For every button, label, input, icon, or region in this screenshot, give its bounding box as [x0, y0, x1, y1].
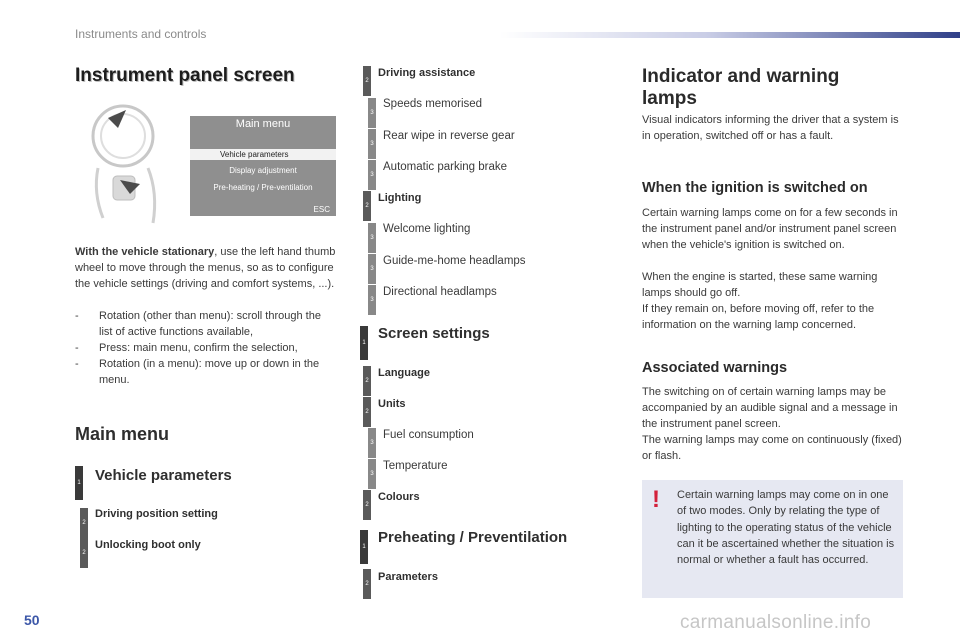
temperature-item: Temperature [383, 460, 448, 472]
parameters-item: Parameters [378, 571, 438, 583]
level-2-marker: 2 [80, 508, 88, 538]
rear-wipe-item: Rear wipe in reverse gear [383, 130, 515, 142]
bullet-text: Rotation (in a menu): move up or down in the menu. [99, 358, 320, 386]
bullet-item [75, 308, 337, 340]
level-3-marker: 3 [368, 428, 376, 458]
level-3-marker: 3 [368, 459, 376, 489]
level-1-marker: 1 [360, 326, 368, 360]
watermark-text: carmanualsonline.info [680, 612, 872, 633]
speeds-memorised-item: Speeds memorised [383, 98, 483, 110]
guide-me-home-item: Guide-me-home headlamps [383, 255, 526, 267]
screen-item-preheating: Pre-heating / Pre-ventilation [213, 183, 313, 192]
exclamation-icon: ! [652, 486, 660, 513]
fuel-consumption-item: Fuel consumption [383, 429, 474, 441]
driving-assistance-item: Driving assistance [378, 67, 476, 79]
level-3-marker: 3 [368, 160, 376, 190]
parking-brake-item: Automatic parking brake [383, 161, 508, 173]
screen-settings-heading: Screen settings [378, 325, 490, 342]
screen-menu-title: Main menu [235, 118, 291, 130]
instrument-screen-image [190, 116, 336, 216]
unlocking-boot-item: Unlocking boot only [95, 539, 201, 551]
indicator-intro-paragraph: Visual indicators informing the driver that a system is in operation, switched off or has a fault. [642, 114, 899, 142]
bullet-text: Rotation (other than menu): scroll through the list of active functions available, [99, 310, 321, 338]
warning-note-text: Certain warning lamps may come on in one of two modes. Only by relating the type of lighting to the operating status of the vehicle can it be ascertained whether the situation is normal or whether a fault has occurred. [677, 489, 895, 567]
directional-headlamps-item: Directional headlamps [383, 286, 497, 298]
level-1-marker: 1 [75, 466, 83, 500]
screen-esc-label: ESC [313, 205, 330, 214]
level-2-marker: 2 [363, 490, 371, 520]
intro-text: , use the left hand thumb wheel to move through the menus, so as to configure the vehicle settings (driving and comfort systems, ...). [75, 246, 336, 290]
intro-bold: With the vehicle stationary [75, 246, 215, 258]
bullet-text: Press: main menu, confirm the selection, [99, 342, 298, 354]
associated-paragraph-1: The switching on of certain warning lamps may be accompanied by an audible signal and a message in the instrument panel screen. [642, 386, 898, 430]
level-2-marker: 2 [363, 569, 371, 599]
associated-paragraph-2: The warning lamps may come on continuously (fixed) or flash. [642, 434, 902, 462]
screen-item-display-adjustment: Display adjustment [229, 166, 297, 175]
screen-item-vehicle-parameters: Vehicle parameters [190, 149, 336, 160]
section-header: Instruments and controls [75, 27, 207, 41]
instrument-panel-title: Instrument panel screen [75, 65, 295, 86]
ignition-paragraph-3: If they remain on, before moving off, refer to the information on the warning lamp concerned. [642, 303, 875, 331]
steering-wheel-illustration [78, 98, 188, 228]
level-1-marker: 1 [360, 530, 368, 564]
units-item: Units [378, 398, 406, 410]
bullet-dash: - [75, 310, 79, 322]
header-gradient-bar [500, 32, 960, 38]
level-3-marker: 3 [368, 285, 376, 315]
preheating-heading: Preheating / Preventilation [378, 529, 568, 546]
ignition-paragraph-1: Certain warning lamps come on for a few seconds in the instrument panel and/or instrument panel screen when the vehicle's ignition is switched on. [642, 207, 898, 251]
page-number: 50 [24, 612, 40, 628]
associated-warnings-subtitle: Associated warnings [642, 360, 788, 376]
level-2-marker: 2 [363, 397, 371, 427]
bullet-dash: - [75, 358, 79, 370]
level-2-marker: 2 [363, 191, 371, 221]
level-2-marker: 2 [80, 538, 88, 568]
bullet-dash: - [75, 342, 79, 354]
level-2-marker: 2 [363, 366, 371, 396]
level-2-marker: 2 [363, 66, 371, 96]
ignition-paragraph-2: When the engine is started, these same warning lamps should go off. [642, 271, 878, 299]
welcome-lighting-item: Welcome lighting [383, 223, 471, 235]
colours-item: Colours [378, 491, 420, 503]
vehicle-parameters-heading: Vehicle parameters [95, 467, 232, 484]
level-3-marker: 3 [368, 254, 376, 284]
ignition-subtitle: When the ignition is switched on [642, 180, 868, 196]
lighting-item: Lighting [378, 192, 422, 204]
bullet-item [75, 340, 337, 356]
indicator-lamps-title: Indicator and warning lamps [642, 66, 840, 109]
language-item: Language [378, 367, 430, 379]
level-3-marker: 3 [368, 223, 376, 253]
main-menu-title: Main menu [75, 424, 170, 444]
driving-position-item: Driving position setting [95, 508, 218, 520]
bullet-item [75, 356, 337, 388]
intro-paragraph [75, 244, 337, 292]
level-3-marker: 3 [368, 98, 376, 128]
level-3-marker: 3 [368, 129, 376, 159]
